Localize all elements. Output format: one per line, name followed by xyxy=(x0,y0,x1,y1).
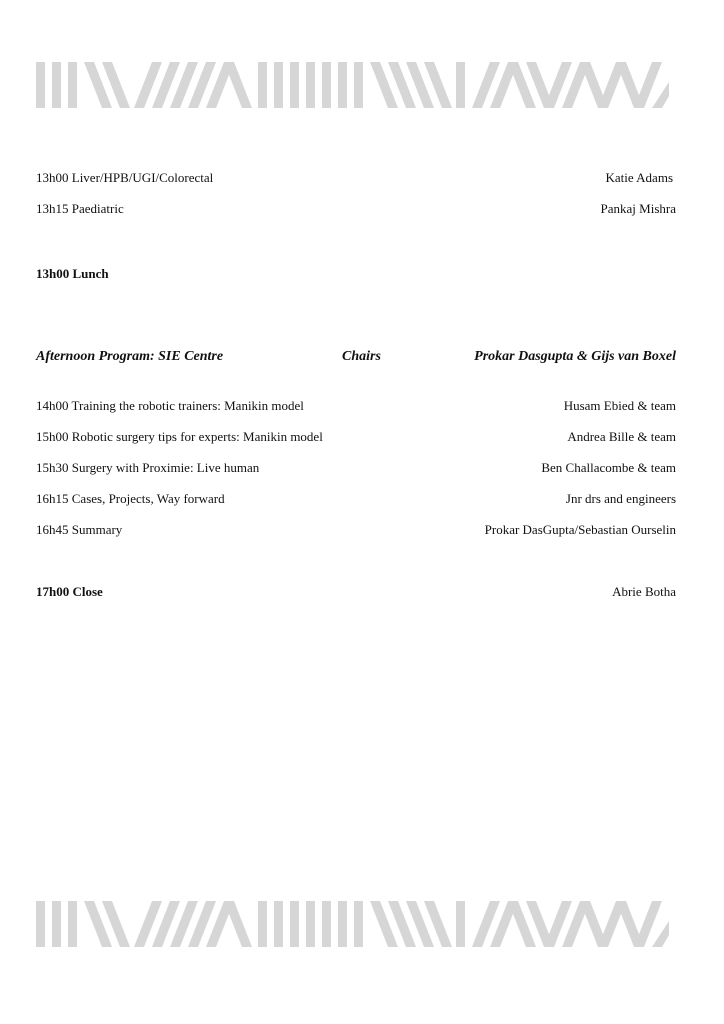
session-row xyxy=(36,458,676,478)
lunch-label: 13h00 Lunch xyxy=(36,266,109,281)
session-speaker: Prokar DasGupta/Sebastian Ourselin xyxy=(484,522,676,537)
session-row xyxy=(36,199,676,219)
close-row xyxy=(36,582,676,602)
session-speaker: Ben Challacombe & team xyxy=(541,460,676,475)
chairs-names: Prokar Dasgupta & Gijs van Boxel xyxy=(474,349,676,364)
session-speaker: Katie Adams xyxy=(605,170,673,185)
session-time-title: 13h00 Liver/HPB/UGI/Colorectal xyxy=(36,170,214,185)
stripe-pattern-icon xyxy=(36,62,669,108)
afternoon-program-heading xyxy=(36,346,676,368)
session-time-title: 14h00 Training the robotic trainers: Manikin model xyxy=(36,398,304,413)
session-speaker: Husam Ebied & team xyxy=(563,398,676,413)
decorative-stripe-banner-top xyxy=(36,62,669,108)
session-time-title: 16h45 Summary xyxy=(36,522,123,537)
session-row xyxy=(36,396,676,416)
stripe-pattern-icon xyxy=(36,901,669,947)
session-row xyxy=(36,489,676,509)
session-row xyxy=(36,168,676,188)
session-speaker: Pankaj Mishra xyxy=(600,201,676,216)
lunch-row xyxy=(36,264,676,284)
chairs-label: Chairs xyxy=(342,349,381,364)
decorative-stripe-banner-bottom xyxy=(36,901,669,947)
session-speaker: Andrea Bille & team xyxy=(567,429,676,444)
session-row xyxy=(36,427,676,447)
session-time-title: 15h30 Surgery with Proximie: Live human xyxy=(36,460,260,475)
session-time-title: 15h00 Robotic surgery tips for experts: Manikin model xyxy=(36,429,323,444)
close-label: 17h00 Close xyxy=(36,584,103,599)
session-time-title: 16h15 Cases, Projects, Way forward xyxy=(36,491,225,506)
close-speaker: Abrie Botha xyxy=(612,584,676,599)
session-time-title: 13h15 Paediatric xyxy=(36,201,124,216)
session-speaker: Jnr drs and engineers xyxy=(565,491,676,506)
session-row xyxy=(36,520,676,540)
afternoon-program-title: Afternoon Program: SIE Centre xyxy=(36,349,224,364)
